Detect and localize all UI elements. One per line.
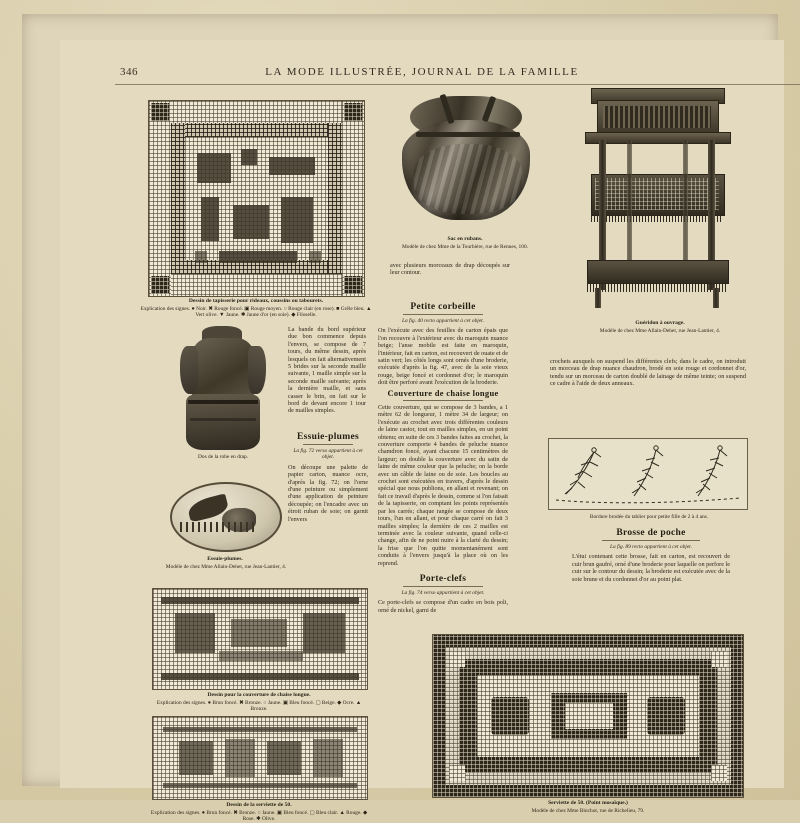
masthead-title: LA MODE ILLUSTRÉE, JOURNAL DE LA FAMILLE xyxy=(265,66,579,78)
caption-sprig-border: Bordure brodée du tablier pour petite fille de 2 à 4 ans. xyxy=(589,514,709,520)
section-petite-corbeille xyxy=(378,302,508,387)
caption-table-title: Guéridon à ouvrage. xyxy=(635,320,685,326)
heading-essuie-plumes: Essuie-plumes xyxy=(297,432,359,442)
section-couverture xyxy=(378,388,508,567)
caption-table-sub: Modèle de chez Mme Allain-Dehet, rue Jean-Lantier, 4. xyxy=(599,328,721,334)
caption-chaise-legend: Explication des signes. ● Brun foncé. ✖ Bronze. ○ Jaune. ▣ Bleu foncé. ▢ Beige. ◆ Ocre. ▲ Bronze. xyxy=(156,700,362,713)
figure-ribbon-bag xyxy=(390,92,540,232)
article-intro-col1: La bande du bord supérieur due bon commence depuis l'envers, se compose de 7 tours, du même dessin, après lesquels on fait alternativement 5 brides sur la seconde maille suivante, 1 maille simple sur la seconde maille suivante; après la dernière maille, et sans casser le brin, on fait sur le bord de devant encore 1 tour de mailles simples. xyxy=(288,326,366,415)
body-essuie-plumes: On découpe une palette de papier carton, nuance ocre, d'après la fig. 72; on l'orne d'une peinture ou simplement d'une application de peinture découpée; on l'encadre avec un étroit ruban de soie; on garnit l'envers xyxy=(288,463,368,523)
figure-serviette-small xyxy=(152,716,368,800)
caption-serviette-small-title: Dessin de la serviette de 50. xyxy=(226,802,292,808)
figure-lace-panel xyxy=(148,100,365,297)
body-couverture: Cette couverture, qui se compose de 3 bandes, a 1 mètre 62 de longueur, 1 mètre 34 de largeur; on l'exécute au crochet avec trois différentes couleurs de laine castor, tout en mailles simples, en un point obtenu; en suite de ces 3 bandes faites au crochet, la couverture comporte 4 bandes de peluche nuance chamdron foncé, ayant chacune 15 centimètres de largeur; on double la couverture avec du satin de laine de même couleur que la peluche; on la borde avec un câble de laine ou de soie. Les boucles au crochet sont exécutées en travers, d'après le dessin spécial que nous publions, en allant et revenant; on fait ce travail d'après le dessin, comme si l'on faisait de la tapisserie, on comptant les points représentés par les carrés; chaque rangée se compose de deux tours, l'un en allant, et pour chaque carré on fait 3 mailles simples; la dernière de ces 2 mailles est terminée avec la couleur suivante, quand celle-ci change, afin de ne point nuire à la clarté du dessin; la frise que l'on quitte momentanément sont conduits à l'envers jusqu'à la place où on les reprend. xyxy=(378,404,508,567)
figure-essuie-plumes xyxy=(166,478,282,554)
caption-lace-panel-legend: Explication des signes. ● Noir. ✖ Rouge foncé. ▣ Rouge moyen. ○ Rouge clair (en rose). ■ Grêle bleu. ▲ Vert olive. ▼ Jaune. ✱ Jaune d'or (en soie). ◆ Filoselle. xyxy=(140,306,372,319)
caption-serviette-small-legend: Explication des signes. ● Brun foncé. ✖ Bronze. ○ Jaune. ▣ Bleu foncé. ▢ Bleu clair. ▲ Rouge. ◆ Rose. ✱ Olive. xyxy=(150,810,368,823)
caption-dress: Dos de la robe en drap. xyxy=(198,454,248,460)
fig-note-petite-corbeille: La fig. 40 recto appartient à cet objet. xyxy=(402,318,484,324)
caption-bag-title: Sac en rubans. xyxy=(447,236,483,242)
page-folio: 346 xyxy=(120,66,138,78)
heading-brosse: Brosse de poche xyxy=(616,528,686,538)
figure-chaise-pattern xyxy=(152,588,368,690)
body-brosse: L'étui contenant cette brosse, fait en carton, est recouvert de cuir brun gaufré, orné d'une broderie pour laquelle on perfore le cuir sur le contour du dessin; la broderie est exécutée avec de la soie brune et du cordonnet d'or au point plat. xyxy=(572,553,730,583)
caption-lace-panel-title: Dessin de tapisserie pour rideaux, coussins ou tabourets. xyxy=(188,298,324,304)
figure-work-table xyxy=(565,82,750,314)
section-brosse xyxy=(572,528,730,583)
fig-note-porte-clefs: La fig. 74 verso appartient à cet objet. xyxy=(401,590,485,596)
body-col4-top: crochets auxquels on suspend les différentes clefs; dans le cadre, on introduit un morceau de drap nuance chaudron, brodé en soie rouge et cordonnet d'or, tendu sur un morceau de carton doublé de lainage de même teinte; on suspend ce cadre à l'aide de deux anneaux. xyxy=(550,358,746,388)
figure-dress-back xyxy=(168,326,278,452)
body-col3-top: avec plusieurs morceaux de drap découpés sur leur contour. xyxy=(390,262,510,277)
caption-serviette-large-title: Serviette de 50. (Point mosaïque.) xyxy=(548,800,628,806)
figure-serviette-large xyxy=(432,634,744,798)
heading-petite-corbeille: Petite corbeille xyxy=(410,302,476,312)
fig-note-essuie-plumes: La fig. 72 verso appartient à cet objet. xyxy=(293,448,363,461)
caption-bag-sub: Modèle de chez Mme de la Tourbiére, rue de Rennes, 100. xyxy=(401,244,528,250)
caption-essuie-title: Essuie-plumes. xyxy=(207,556,243,562)
caption-chaise-title: Dessin pour la couverture de chaise longue. xyxy=(207,692,311,698)
body-porte-clefs: Ce porte-clefs se compose d'un cadre en bois poli, orné de nickel, garni de xyxy=(378,599,508,614)
paper-sheet xyxy=(22,14,778,823)
caption-serviette-large-sub: Modèle de chez Mme Binchot, rue de Richelieu, 79. xyxy=(531,808,645,814)
heading-porte-clefs: Porte-clefs xyxy=(419,574,467,584)
figure-sprig-border xyxy=(548,438,748,510)
printed-area xyxy=(60,40,784,823)
caption-essuie-sub: Modèle de chez Mme Allain-Dehet, rue Jean-Lantier, 4. xyxy=(165,564,287,570)
section-porte-clefs xyxy=(378,574,508,614)
section-essuie-plumes xyxy=(288,432,368,523)
body-petite-corbeille: On l'exécute avec des feuilles de carton épais que l'on recouvre à l'extérieur avec du maroquin nuance beige; l'anse mobile est faite en maroquin, l'intérieur, fait en carton, est recouvert de ouate et de satin vert; les côtés longs sont ornés d'une broderie, exécutée d'après la fig. 47, avec de la soie vieux rouge, beige foncé et cordonnet d'or; le maroquin doit être perforé avant l'exécution de la broderie. xyxy=(378,327,508,387)
fig-note-brosse: La fig. 89 recto appartient à cet objet. xyxy=(610,544,692,550)
heading-couverture: Couverture de chaise longue xyxy=(387,388,499,398)
